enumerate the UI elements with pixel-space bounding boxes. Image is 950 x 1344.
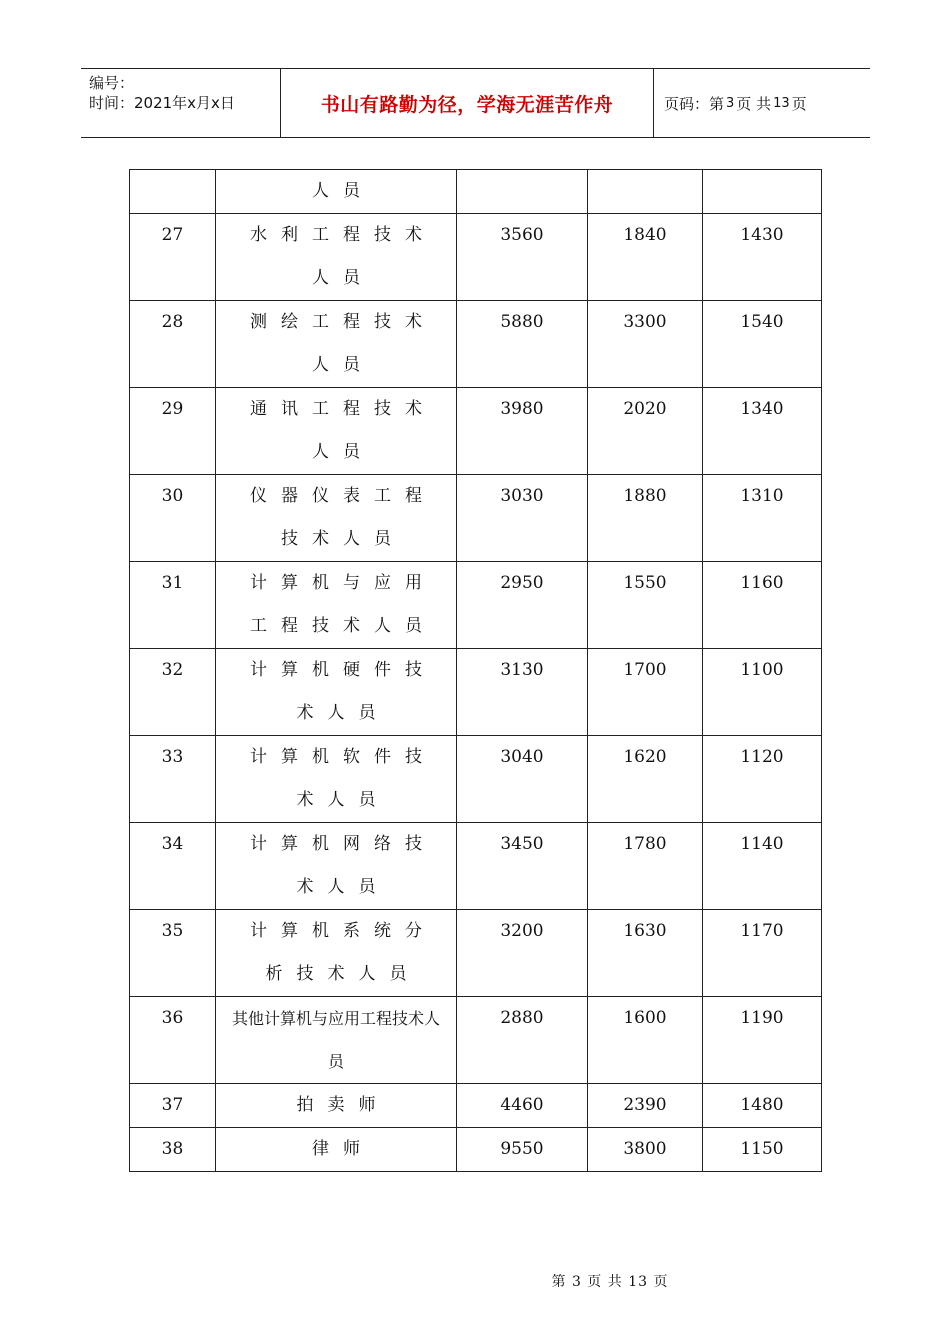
row-number: 32 (130, 649, 216, 736)
page-header (81, 68, 870, 138)
salary-value-2: 1700 (588, 649, 703, 736)
salary-value-1: 2880 (457, 997, 588, 1084)
salary-value-1: 2950 (457, 562, 588, 649)
salary-value-3: 1430 (703, 214, 822, 301)
salary-value-3: 1480 (703, 1084, 822, 1128)
table-row (130, 997, 822, 1084)
row-number: 36 (130, 997, 216, 1084)
header-motto: 书山有路勤为径，学海无涯苦作舟 (281, 69, 654, 137)
occupation-name (216, 388, 457, 475)
salary-value-1 (457, 170, 588, 214)
salary-value-2: 1620 (588, 736, 703, 823)
occupation-name-line: 仪器仪表工程 (250, 486, 436, 506)
salary-value-1: 3980 (457, 388, 588, 475)
occupation-name (216, 301, 457, 388)
occupation-name-line: 通讯工程技术 (250, 399, 436, 419)
page-label: 页码：第 (664, 94, 725, 113)
salary-value-1: 3450 (457, 823, 588, 910)
occupation-name (216, 823, 457, 910)
row-number: 35 (130, 910, 216, 997)
occupation-name (216, 475, 457, 562)
salary-value-3: 1100 (703, 649, 822, 736)
table-row (130, 1128, 822, 1172)
number-label: 编号： (89, 74, 135, 92)
occupation-name-line: 拍卖师 (296, 1095, 390, 1115)
salary-value-2: 2390 (588, 1084, 703, 1128)
salary-value-2: 3300 (588, 301, 703, 388)
salary-value-1: 3040 (457, 736, 588, 823)
header-meta (81, 69, 281, 137)
occupation-name-line: 人员 (312, 268, 374, 288)
occupation-name (216, 910, 457, 997)
occupation-name-line: 人员 (312, 181, 374, 201)
occupation-name-line: 人员 (312, 442, 374, 462)
salary-value-1: 4460 (457, 1084, 588, 1128)
page-end: 页 (791, 94, 807, 113)
occupation-name (216, 736, 457, 823)
occupation-name-line: 测绘工程技术 (250, 312, 436, 332)
occupation-name-line: 水利工程技术 (250, 225, 436, 245)
table-row (130, 214, 822, 301)
salary-value-2: 1880 (588, 475, 703, 562)
occupation-name (216, 170, 457, 214)
occupation-name-line: 人员 (312, 355, 374, 375)
occupation-name (216, 1084, 457, 1128)
occupation-name-line: 计算机硬件技 (250, 660, 436, 680)
salary-value-3: 1340 (703, 388, 822, 475)
occupation-name-line: 计算机与应用 (250, 573, 436, 593)
row-number: 37 (130, 1084, 216, 1128)
salary-value-2: 1550 (588, 562, 703, 649)
occupation-name (216, 997, 457, 1084)
salary-table (129, 169, 822, 1172)
time-label: 时间：2021年x月x日 (89, 94, 235, 112)
occupation-name-line: 计算机系统分 (250, 921, 436, 941)
page-mid: 页 共 (736, 94, 772, 113)
occupation-name-line: 技术人员 (281, 529, 405, 549)
salary-value-2: 1630 (588, 910, 703, 997)
salary-value-1: 3200 (457, 910, 588, 997)
row-number (130, 170, 216, 214)
salary-value-3: 1120 (703, 736, 822, 823)
occupation-name-line: 计算机网络技 (250, 834, 436, 854)
salary-value-1: 5880 (457, 301, 588, 388)
table-row (130, 301, 822, 388)
salary-value-1: 3130 (457, 649, 588, 736)
salary-value-3: 1160 (703, 562, 822, 649)
occupation-name-line: 律师 (312, 1139, 374, 1159)
occupation-name (216, 649, 457, 736)
row-number: 30 (130, 475, 216, 562)
table-row (130, 170, 822, 214)
row-number: 38 (130, 1128, 216, 1172)
row-number: 29 (130, 388, 216, 475)
page-footer: 第 3 页 共 13 页 (551, 1274, 669, 1290)
table-row (130, 910, 822, 997)
salary-value-2: 3800 (588, 1128, 703, 1172)
salary-value-2 (588, 170, 703, 214)
table-row (130, 475, 822, 562)
salary-value-2: 2020 (588, 388, 703, 475)
salary-value-2: 1840 (588, 214, 703, 301)
page-current: 3 (726, 95, 735, 111)
table-row (130, 388, 822, 475)
occupation-name-line: 术人员 (296, 703, 390, 723)
page-total: 13 (773, 95, 790, 111)
salary-value-2: 1600 (588, 997, 703, 1084)
salary-value-1: 3030 (457, 475, 588, 562)
occupation-name-line: 员 (327, 1052, 344, 1071)
salary-value-3: 1310 (703, 475, 822, 562)
salary-value-3: 1540 (703, 301, 822, 388)
row-number: 33 (130, 736, 216, 823)
occupation-name-line: 析技术人员 (265, 964, 421, 984)
salary-table-body (130, 170, 822, 1172)
salary-value-1: 3560 (457, 214, 588, 301)
salary-value-2: 1780 (588, 823, 703, 910)
salary-value-3 (703, 170, 822, 214)
occupation-name (216, 562, 457, 649)
occupation-name-line: 术人员 (296, 877, 390, 897)
salary-value-1: 9550 (457, 1128, 588, 1172)
occupation-name-line: 其他计算机与应用工程技术人 (231, 1009, 440, 1028)
salary-value-3: 1170 (703, 910, 822, 997)
table-row (130, 562, 822, 649)
occupation-name (216, 1128, 457, 1172)
row-number: 28 (130, 301, 216, 388)
header-page-info (654, 69, 870, 137)
row-number: 34 (130, 823, 216, 910)
table-row (130, 1084, 822, 1128)
table-row (130, 649, 822, 736)
occupation-name-line: 计算机软件技 (250, 747, 436, 767)
row-number: 27 (130, 214, 216, 301)
salary-value-3: 1140 (703, 823, 822, 910)
table-row (130, 823, 822, 910)
occupation-name-line: 术人员 (296, 790, 390, 810)
occupation-name (216, 214, 457, 301)
occupation-name-line: 工程技术人员 (250, 616, 436, 636)
row-number: 31 (130, 562, 216, 649)
salary-value-3: 1190 (703, 997, 822, 1084)
salary-value-3: 1150 (703, 1128, 822, 1172)
table-row (130, 736, 822, 823)
